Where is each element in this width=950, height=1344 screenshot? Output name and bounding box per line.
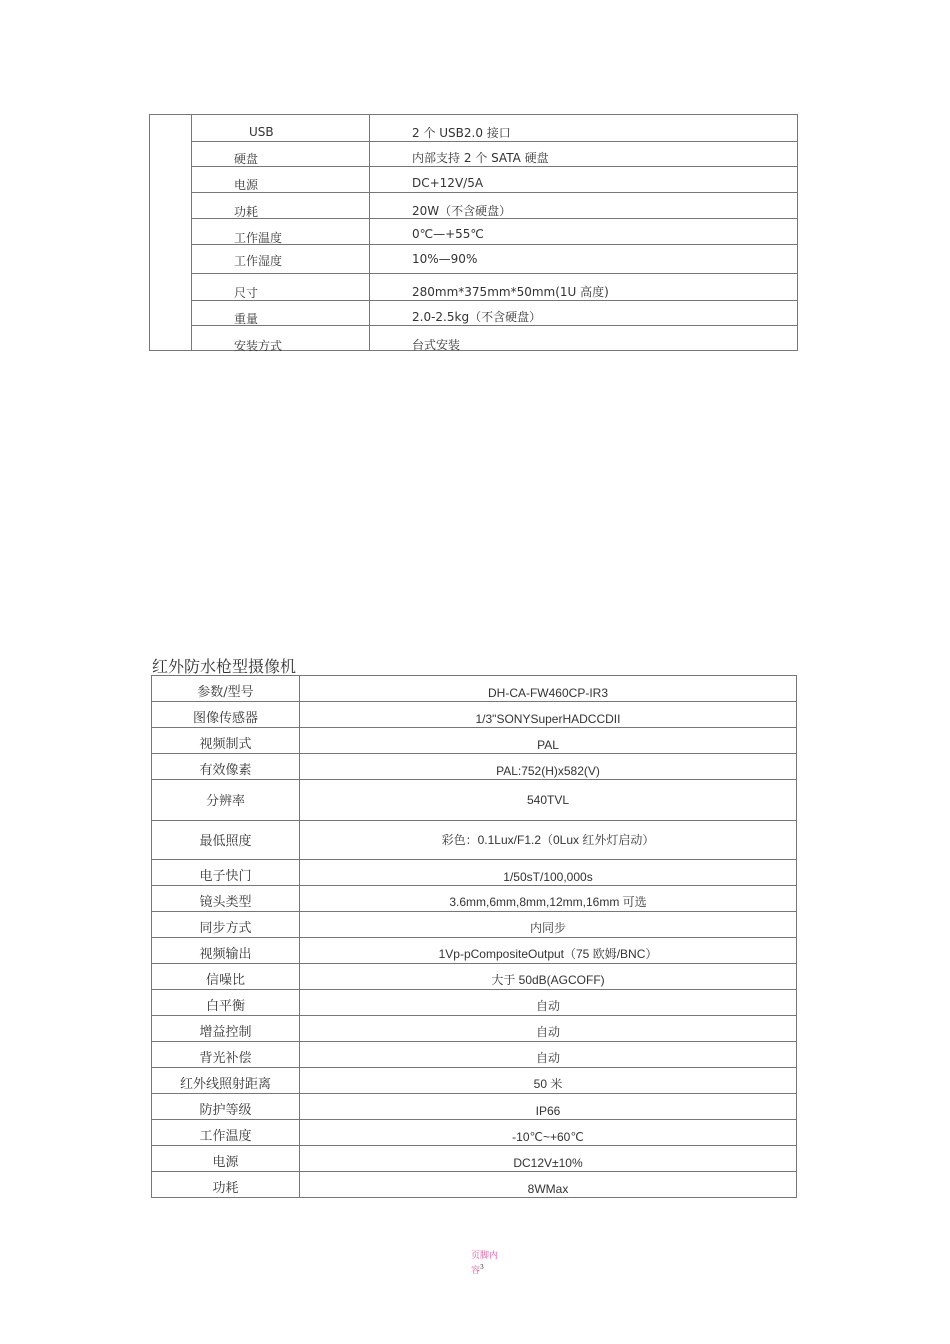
spec-key: 增益控制 bbox=[152, 1016, 300, 1042]
spec-value: 自动 bbox=[300, 1042, 797, 1068]
spec-value: -10℃~+60℃ bbox=[300, 1120, 797, 1146]
footer-text-line2 bbox=[471, 1262, 511, 1277]
spec-key: 分辨率 bbox=[152, 780, 300, 821]
spec-value: 0℃—+55℃ bbox=[412, 227, 484, 241]
table-row bbox=[152, 676, 797, 702]
spec-value: 20W（不含硬盘） bbox=[412, 204, 512, 218]
spec-value: DC+12V/5A bbox=[412, 176, 484, 190]
table-row bbox=[152, 1146, 797, 1172]
table-row bbox=[152, 990, 797, 1016]
spec-key: 视频输出 bbox=[152, 938, 300, 964]
spec-key: 尺寸 bbox=[234, 286, 259, 300]
spec-value: PAL bbox=[300, 728, 797, 754]
table-row bbox=[152, 1068, 797, 1094]
spec-key: 背光补偿 bbox=[152, 1042, 300, 1068]
spec-key: 防护等级 bbox=[152, 1094, 300, 1120]
row-divider bbox=[191, 273, 797, 274]
spec-key: 工作湿度 bbox=[234, 254, 283, 268]
spec-value: DC12V±10% bbox=[300, 1146, 797, 1172]
table-divider bbox=[191, 115, 192, 350]
spec-value: PAL:752(H)x582(V) bbox=[300, 754, 797, 780]
row-divider bbox=[191, 300, 797, 301]
spec-key: 信噪比 bbox=[152, 964, 300, 990]
spec-value: 8WMax bbox=[300, 1172, 797, 1198]
spec-key: 同步方式 bbox=[152, 912, 300, 938]
spec-value: 台式安装 bbox=[412, 338, 461, 352]
spec-value: 彩色：0.1Lux/F1.2（0Lux 红外灯启动） bbox=[300, 821, 797, 860]
spec-key: 电源 bbox=[234, 178, 259, 192]
table-row bbox=[152, 728, 797, 754]
spec-key: 电子快门 bbox=[152, 860, 300, 886]
spec-value: 内同步 bbox=[300, 912, 797, 938]
table-row bbox=[152, 1172, 797, 1198]
spec-value: 280mm*375mm*50mm(1U 高度) bbox=[412, 285, 609, 299]
table-row bbox=[152, 754, 797, 780]
table-row bbox=[152, 1042, 797, 1068]
spec-value: IP66 bbox=[300, 1094, 797, 1120]
spec-key: 工作温度 bbox=[152, 1120, 300, 1146]
spec-key: USB bbox=[249, 125, 274, 139]
table-row bbox=[152, 964, 797, 990]
spec-key: 有效像素 bbox=[152, 754, 300, 780]
spec-key: 图像传感器 bbox=[152, 702, 300, 728]
footer-text: 页脚内 bbox=[471, 1251, 499, 1261]
page-number: 3 bbox=[480, 1264, 484, 1271]
spec-key: 工作温度 bbox=[234, 231, 283, 245]
table-row bbox=[152, 1094, 797, 1120]
table-row bbox=[152, 912, 797, 938]
spec-value: 3.6mm,6mm,8mm,12mm,16mm 可选 bbox=[300, 886, 797, 912]
spec-table-1 bbox=[149, 114, 798, 351]
footer-text: 容 bbox=[471, 1266, 481, 1276]
spec-value: 50 米 bbox=[300, 1068, 797, 1094]
spec-value: 自动 bbox=[300, 1016, 797, 1042]
page-footer bbox=[471, 1250, 511, 1277]
spec-key: 镜头类型 bbox=[152, 886, 300, 912]
spec-value: 大于 50dB(AGCOFF) bbox=[300, 964, 797, 990]
spec-key: 视频制式 bbox=[152, 728, 300, 754]
spec-value: 自动 bbox=[300, 990, 797, 1016]
spec-value: 10%—90% bbox=[412, 252, 478, 266]
spec-key: 电源 bbox=[152, 1146, 300, 1172]
row-divider bbox=[191, 325, 797, 326]
spec-key: 红外线照射距离 bbox=[152, 1068, 300, 1094]
row-divider bbox=[191, 141, 797, 142]
table-row bbox=[152, 821, 797, 860]
spec-value: DH-CA-FW460CP-IR3 bbox=[300, 676, 797, 702]
table-row bbox=[152, 860, 797, 886]
table-row bbox=[152, 780, 797, 821]
section-title: 红外防水枪型摄像机 bbox=[152, 657, 297, 676]
spec-key: 最低照度 bbox=[152, 821, 300, 860]
spec-key: 功耗 bbox=[234, 205, 259, 219]
spec-value: 1/50sT/100,000s bbox=[300, 860, 797, 886]
spec-value: 1Vp-pCompositeOutput（75 欧姆/BNC） bbox=[300, 938, 797, 964]
row-divider bbox=[191, 166, 797, 167]
spec-value: 2.0-2.5kg（不含硬盘） bbox=[412, 310, 542, 324]
spec-value: 2 个 USB2.0 接口 bbox=[412, 126, 511, 140]
row-divider bbox=[191, 192, 797, 193]
spec-value: 内部支持 2 个 SATA 硬盘 bbox=[412, 151, 549, 165]
spec-value: 1/3"SONYSuperHADCCDII bbox=[300, 702, 797, 728]
table-row bbox=[152, 938, 797, 964]
spec-key: 白平衡 bbox=[152, 990, 300, 1016]
spec-key: 参数/型号 bbox=[152, 676, 300, 702]
table-row bbox=[152, 886, 797, 912]
table-divider bbox=[369, 115, 370, 350]
spec-key: 硬盘 bbox=[234, 152, 259, 166]
spec-key: 安装方式 bbox=[234, 339, 283, 353]
spec-key: 功耗 bbox=[152, 1172, 300, 1198]
spec-key: 重量 bbox=[234, 312, 259, 326]
table-row bbox=[152, 1120, 797, 1146]
spec-value: 540TVL bbox=[300, 780, 797, 821]
table-row bbox=[152, 1016, 797, 1042]
table-row bbox=[152, 702, 797, 728]
spec-table-2 bbox=[151, 675, 797, 1198]
